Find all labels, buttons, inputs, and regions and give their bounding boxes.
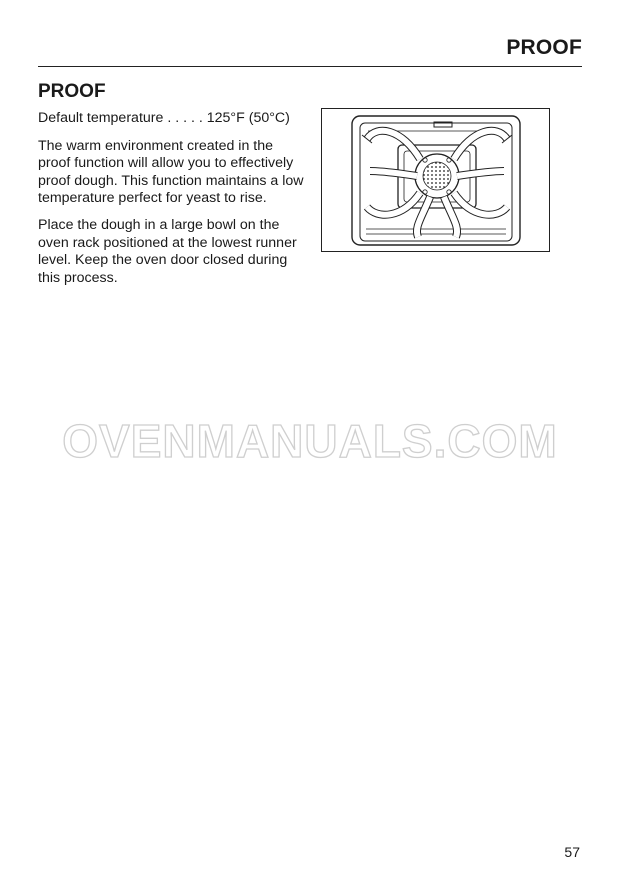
oven-fan-airflow-icon: [322, 109, 549, 251]
oven-fan-figure: [321, 108, 550, 252]
watermark: OVENMANUALS.COM: [62, 415, 558, 467]
body-column: [38, 110, 306, 296]
paragraph-2: Place the dough in a large bowl on the oven rack positioned at the lowest runner level. Keep the oven door closed during this process.: [38, 216, 297, 286]
spec-label: Default temperature . . . . .: [38, 110, 203, 126]
default-temperature-line: [38, 110, 306, 128]
section-title: PROOF: [38, 81, 106, 102]
paragraph-1: The warm environment created in the proof function will allow you to effectively proof dough. This function maintains a low temperature perfect for yeast to rise.: [38, 137, 304, 207]
spec-value: 125°F (50°C): [206, 110, 290, 126]
header-title: PROOF: [506, 36, 582, 59]
header-rule: [38, 66, 582, 67]
page-number: 57: [564, 844, 580, 860]
